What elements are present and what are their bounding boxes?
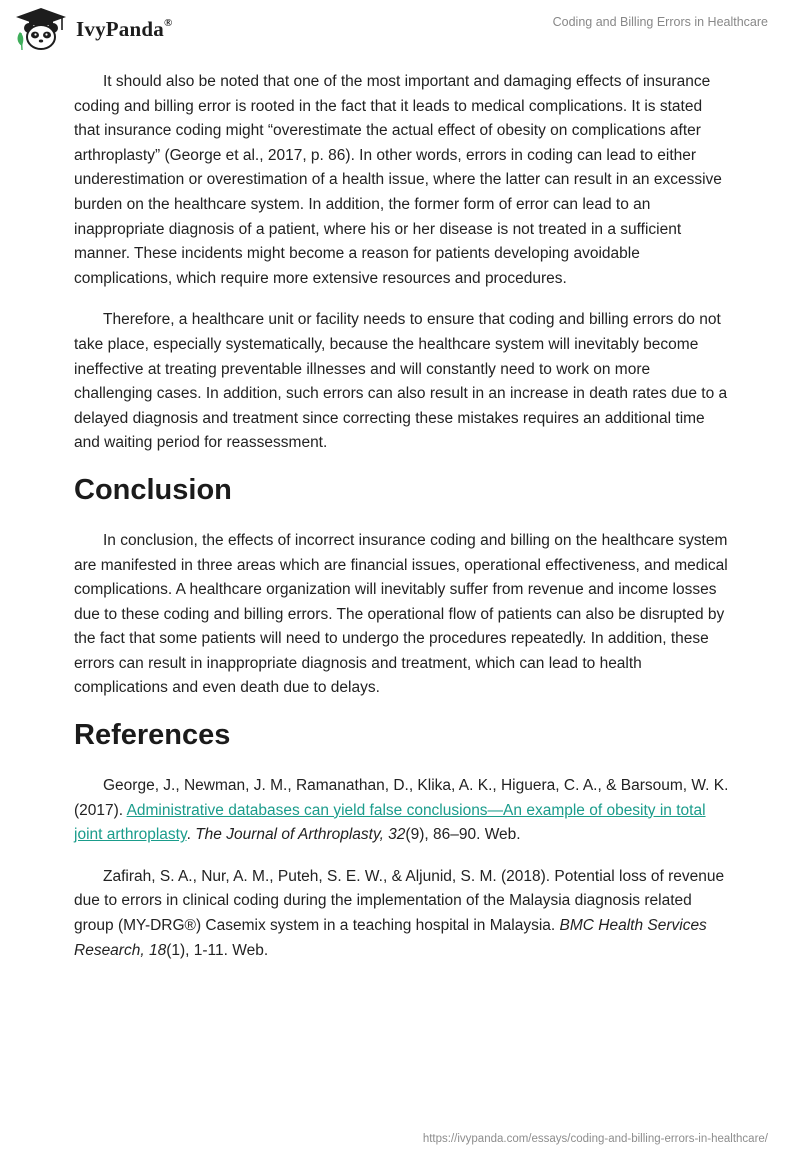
essay-content [74,70,730,980]
panda-graduate-icon [12,6,70,52]
body-paragraph-2: Therefore, a healthcare unit or facility needs to ensure that coding and billing errors do not take place, especially systematically, because the healthcare system will inevitably become ineffective at treating preventable illnesses and will constantly need to work on more challenging cases. In addition, such errors can also result in an increase in death rates due to a delayed diagnosis and treatment since correcting these mistakes requires an additional time and waiting period for reassessment. [74,311,728,452]
brand-name: IvyPanda® [76,16,173,41]
ivypanda-logo[interactable] [12,6,172,52]
references-heading: References [74,719,231,752]
reference-item-george: George, J., Newman, J. M., Ramanathan, D., Klika, A. K., Higuera, C. A., & Barsoum, W. K. (2017). Administrative databases can yield false conclusions—An example of obesity in total joint arthroplasty. The Journal of Arthroplasty, 32(9), 86–90. Web. [74,777,729,844]
conclusion-heading: Conclusion [74,473,232,506]
body-paragraph-1: It should also be noted that one of the most important and damaging effects of insurance coding and billing error is rooted in the fact that it leads to medical complications. It is stated that insurance coding might “overestimate the actual effect of obesity on complications after arthroplasty” (George et al., 2017, p. 86). In other words, errors in coding can lead to either underestimation or overestimation of a health issue, where the latter can result in an excessive burden on the healthcare system. In addition, the former form of error can lead to an inappropriate diagnosis of a patient, where his or her disease is not treated in a sufficient manner. These incidents might become a reason for patients developing avoidable complications, which require more extensive resources and procedures. [74,73,722,287]
page-header [0,0,800,60]
document-title: Coding and Billing Errors in Healthcare [552,15,768,29]
conclusion-paragraph: In conclusion, the effects of incorrect insurance coding and billing on the healthcare system are manifested in three areas which are financial issues, operational effectiveness, and medical complications. A healthcare organization will inevitably suffer from revenue and income losses due to these coding and billing errors. The operational flow of patients can also be disrupted by the fact that some patients will need to undergo the procedures repeatedly. In addition, these errors can result in inappropriate diagnosis and treatment, which can lead to health complications and even death due to delays. [74,531,728,697]
reference-link-george[interactable]: Administrative databases can yield false conclusions—An example of obesity in total joint arthroplasty [74,801,706,844]
reference-item-zafirah: Zafirah, S. A., Nur, A. M., Puteh, S. E. W., & Aljunid, S. M. (2018). Potential loss of revenue due to errors in clinical coding during the implementation of the Malaysia diagnosis related group (MY-DRG®) Casemix system in a teaching hospital in Malaysia. BMC Health Services Research, 18(1), 1-11. Web. [74,867,725,959]
footer-url[interactable]: https://ivypanda.com/essays/coding-and-billing-errors-in-healthcare/ [422,1133,768,1145]
